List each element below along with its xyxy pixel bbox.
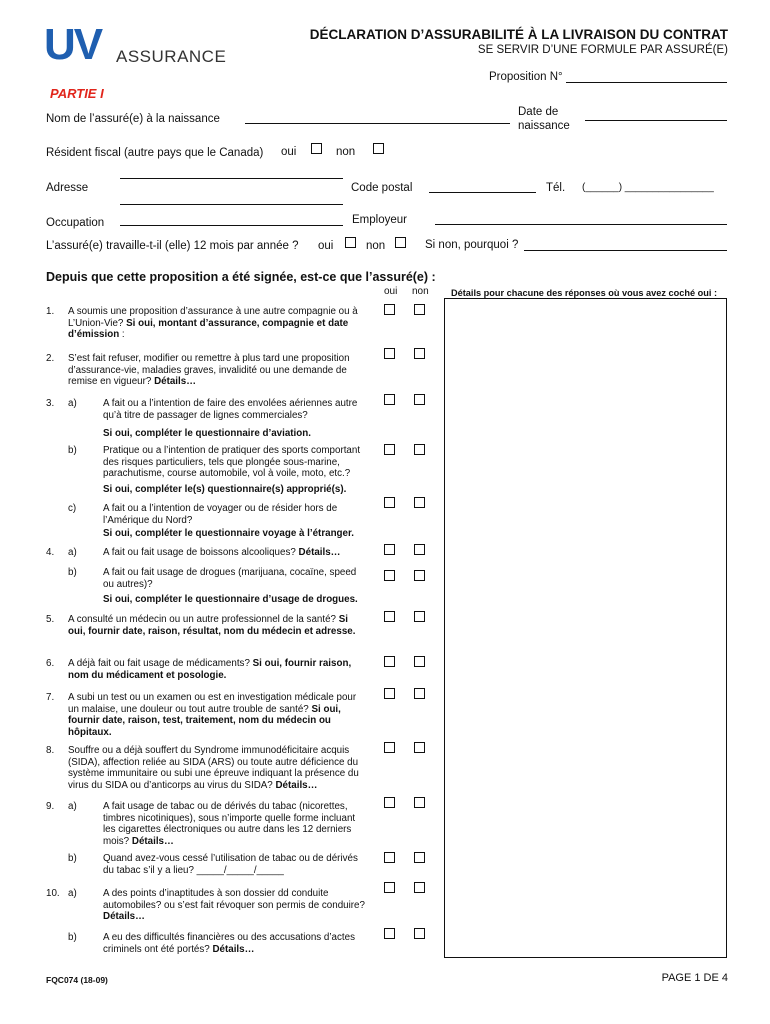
occupation-field[interactable]: [120, 225, 343, 226]
question-4b-oui[interactable]: [384, 570, 395, 581]
question-2-oui[interactable]: [384, 348, 395, 359]
question-4a-non[interactable]: [414, 544, 425, 555]
question-4a-letter: a): [68, 547, 77, 558]
question-3a-oui[interactable]: [384, 394, 395, 405]
resident-oui-checkbox[interactable]: [311, 143, 322, 154]
question-10a: A des points d’inaptitudes à son dossier dd conduite automobiles? ou s’est fait révoquer son permis de conduire? Détails…: [103, 888, 365, 923]
travaille-oui-label: oui: [318, 240, 334, 252]
travaille-label: L’assuré(e) travaille-t-il (elle) 12 mois par année ?: [46, 240, 299, 252]
question-6: A déjà fait ou fait usage de médicaments? Si oui, fournir raison, nom du médicament et posologie.: [68, 658, 352, 681]
adresse-label: Adresse: [46, 182, 89, 194]
travaille-oui-checkbox[interactable]: [345, 237, 356, 248]
question-10a-oui[interactable]: [384, 882, 395, 893]
question-3b-oui[interactable]: [384, 444, 395, 455]
question-8-oui[interactable]: [384, 742, 395, 753]
question-5: A consulté un médecin ou un autre professionnel de la santé? Si oui, fournir date, raison, résultat, nom du médecin et adresse.: [68, 614, 356, 637]
code-postal-field[interactable]: [429, 192, 536, 193]
question-9a: A fait usage de tabac ou de dérivés du tabac (nicorettes, timbres nicotiniques), sous n’importe quelle forme incluant les cigarettes électroniques ou autre dans les 12 derniers mois? Détails…: [103, 801, 356, 847]
question-1-number: 1.: [46, 306, 55, 317]
details-box[interactable]: [444, 298, 727, 958]
form-subtitle: SE SERVIR D’UNE FORMULE PAR ASSURÉ(E): [477, 44, 728, 56]
code-postal-label: Code postal: [351, 182, 413, 194]
date-naissance-label-1: Date de: [518, 106, 559, 118]
partie-heading: PARTIE I: [50, 86, 104, 101]
si-non-label: Si non, pourquoi ?: [425, 239, 519, 251]
question-10a-letter: a): [68, 888, 77, 899]
section-heading: Depuis que cette proposition a été signée, est-ce que l’assuré(e) :: [46, 270, 436, 284]
question-4b: A fait ou fait usage de drogues (marijuana, cocaïne, speed ou autres)?: [103, 567, 357, 590]
question-3a-non[interactable]: [414, 394, 425, 405]
question-8: Souffre ou a déjà souffert du Syndrome immunodéficitaire acquis (SIDA), affection reliée au SIDA (ARS) ou toute autre déficience du système immunitaire ou subi une épreuve indiquant la présence du virus du SIDA ou d’anticorps au virus du SIDA? Détails…: [68, 745, 359, 791]
question-3-number: 3.: [46, 398, 55, 409]
question-3a-letter: a): [68, 398, 77, 409]
si-non-field[interactable]: [524, 250, 727, 251]
page-number: PAGE 1 DE 4: [661, 972, 728, 984]
resident-label: Résident fiscal (autre pays que le Canada): [46, 147, 264, 159]
question-7-oui[interactable]: [384, 688, 395, 699]
question-8-non[interactable]: [414, 742, 425, 753]
question-9a-oui[interactable]: [384, 797, 395, 808]
question-5-non[interactable]: [414, 611, 425, 622]
question-10a-non[interactable]: [414, 882, 425, 893]
nom-field[interactable]: [245, 123, 510, 124]
adresse-field-2[interactable]: [120, 204, 343, 205]
travaille-non-label: non: [366, 240, 386, 252]
question-3c-oui[interactable]: [384, 497, 395, 508]
column-non: non: [412, 286, 429, 297]
question-8-number: 8.: [46, 745, 55, 756]
question-5-oui[interactable]: [384, 611, 395, 622]
date-naissance-label-2: naissance: [518, 120, 570, 132]
travaille-non-checkbox[interactable]: [395, 237, 406, 248]
question-4-number: 4.: [46, 547, 55, 558]
resident-non-checkbox[interactable]: [373, 143, 384, 154]
proposition-label: Proposition N°: [489, 71, 563, 83]
occupation-label: Occupation: [46, 217, 105, 229]
question-1-oui[interactable]: [384, 304, 395, 315]
employeur-label: Employeur: [352, 214, 407, 226]
question-6-number: 6.: [46, 658, 55, 669]
resident-non-label: non: [336, 146, 356, 158]
question-3c-note: Si oui, compléter le questionnaire voyage à l’étranger.: [103, 528, 354, 539]
question-10b-letter: b): [68, 932, 77, 943]
nom-label: Nom de l’assuré(e) à la naissance: [46, 113, 220, 125]
logo: [44, 20, 234, 72]
question-3b-letter: b): [68, 445, 77, 456]
question-2: S’est fait refuser, modifier ou remettre à plus tard une proposition d’assurance-vie, maladies graves, invalidité ou une demande de remise en vigueur? Détails…: [68, 353, 350, 388]
question-9-number: 9.: [46, 801, 55, 812]
question-7: A subi un test ou un examen ou est en investigation médicale pour un malaise, une douleur ou tout autre trouble de santé? Si oui, fournir date, raison, test, traitement, nom du médecin ou hôpitaux.: [68, 692, 357, 738]
adresse-field-1[interactable]: [120, 178, 343, 179]
question-2-non[interactable]: [414, 348, 425, 359]
question-1: A soumis une proposition d’assurance à une autre compagnie ou à L’Union-Vie? Si oui, montant d’assurance, compagnie et date d’émission :: [68, 306, 358, 341]
question-10b: A eu des difficultés financières ou des accusations d’actes criminels ont été portés? Détails…: [103, 932, 355, 955]
question-4a-oui[interactable]: [384, 544, 395, 555]
question-4a: A fait ou fait usage de boissons alcooliques? Détails…: [103, 547, 341, 558]
employeur-field[interactable]: [435, 224, 727, 225]
question-2-number: 2.: [46, 353, 55, 364]
question-3c: A fait ou a l’intention de voyager ou de résider hors de l’Amérique du Nord?: [103, 503, 338, 526]
form-code: FQC074 (18-09): [46, 975, 108, 985]
date-naissance-field[interactable]: [585, 120, 727, 121]
question-9b-letter: b): [68, 853, 77, 864]
question-1-non[interactable]: [414, 304, 425, 315]
tel-label: Tél.: [546, 182, 566, 194]
details-label: Détails pour chacune des réponses où vous avez coché oui :: [451, 288, 718, 298]
question-3c-non[interactable]: [414, 497, 425, 508]
question-4b-non[interactable]: [414, 570, 425, 581]
question-9a-non[interactable]: [414, 797, 425, 808]
form-title: DÉCLARATION D’ASSURABILITÉ À LA LIVRAISON DU CONTRAT: [309, 27, 728, 42]
logo-letters: UV: [44, 20, 102, 69]
column-oui: oui: [384, 286, 398, 297]
question-9b-non[interactable]: [414, 852, 425, 863]
question-3c-letter: c): [68, 503, 77, 514]
question-9b-oui[interactable]: [384, 852, 395, 863]
question-10b-oui[interactable]: [384, 928, 395, 939]
question-10-number: 10.: [46, 888, 60, 899]
tel-field[interactable]: (______) ________________: [582, 182, 714, 193]
question-4b-letter: b): [68, 567, 77, 578]
question-3a-note: Si oui, compléter le questionnaire d’aviation.: [103, 428, 311, 439]
question-6-non[interactable]: [414, 656, 425, 667]
proposition-field[interactable]: [566, 82, 727, 83]
question-3b-note: Si oui, compléter le(s) questionnaire(s) approprié(s).: [103, 484, 347, 495]
question-9a-letter: a): [68, 801, 77, 812]
question-10b-non[interactable]: [414, 928, 425, 939]
question-5-number: 5.: [46, 614, 55, 625]
logo-word: ASSURANCE: [116, 47, 227, 66]
question-9b: Quand avez-vous cessé l’utilisation de tabac ou de dérivés du tabac s’il y a lieu? _____/_____/_____: [103, 853, 358, 876]
question-3a: A fait ou a l’intention de faire des envolées aériennes autre qu’à titre de passager de lignes commerciales?: [103, 398, 358, 421]
resident-oui-label: oui: [281, 146, 297, 158]
question-6-oui[interactable]: [384, 656, 395, 667]
question-3b: Pratique ou a l’intention de pratiquer des sports comportant des risques particuliers, tels que plongée sous-marine, parachutisme, course automobile, vol à voile, moto, etc.?: [103, 445, 361, 480]
question-7-number: 7.: [46, 692, 55, 703]
question-3b-non[interactable]: [414, 444, 425, 455]
question-7-non[interactable]: [414, 688, 425, 699]
question-4b-note: Si oui, compléter le questionnaire d’usage de drogues.: [103, 594, 358, 605]
